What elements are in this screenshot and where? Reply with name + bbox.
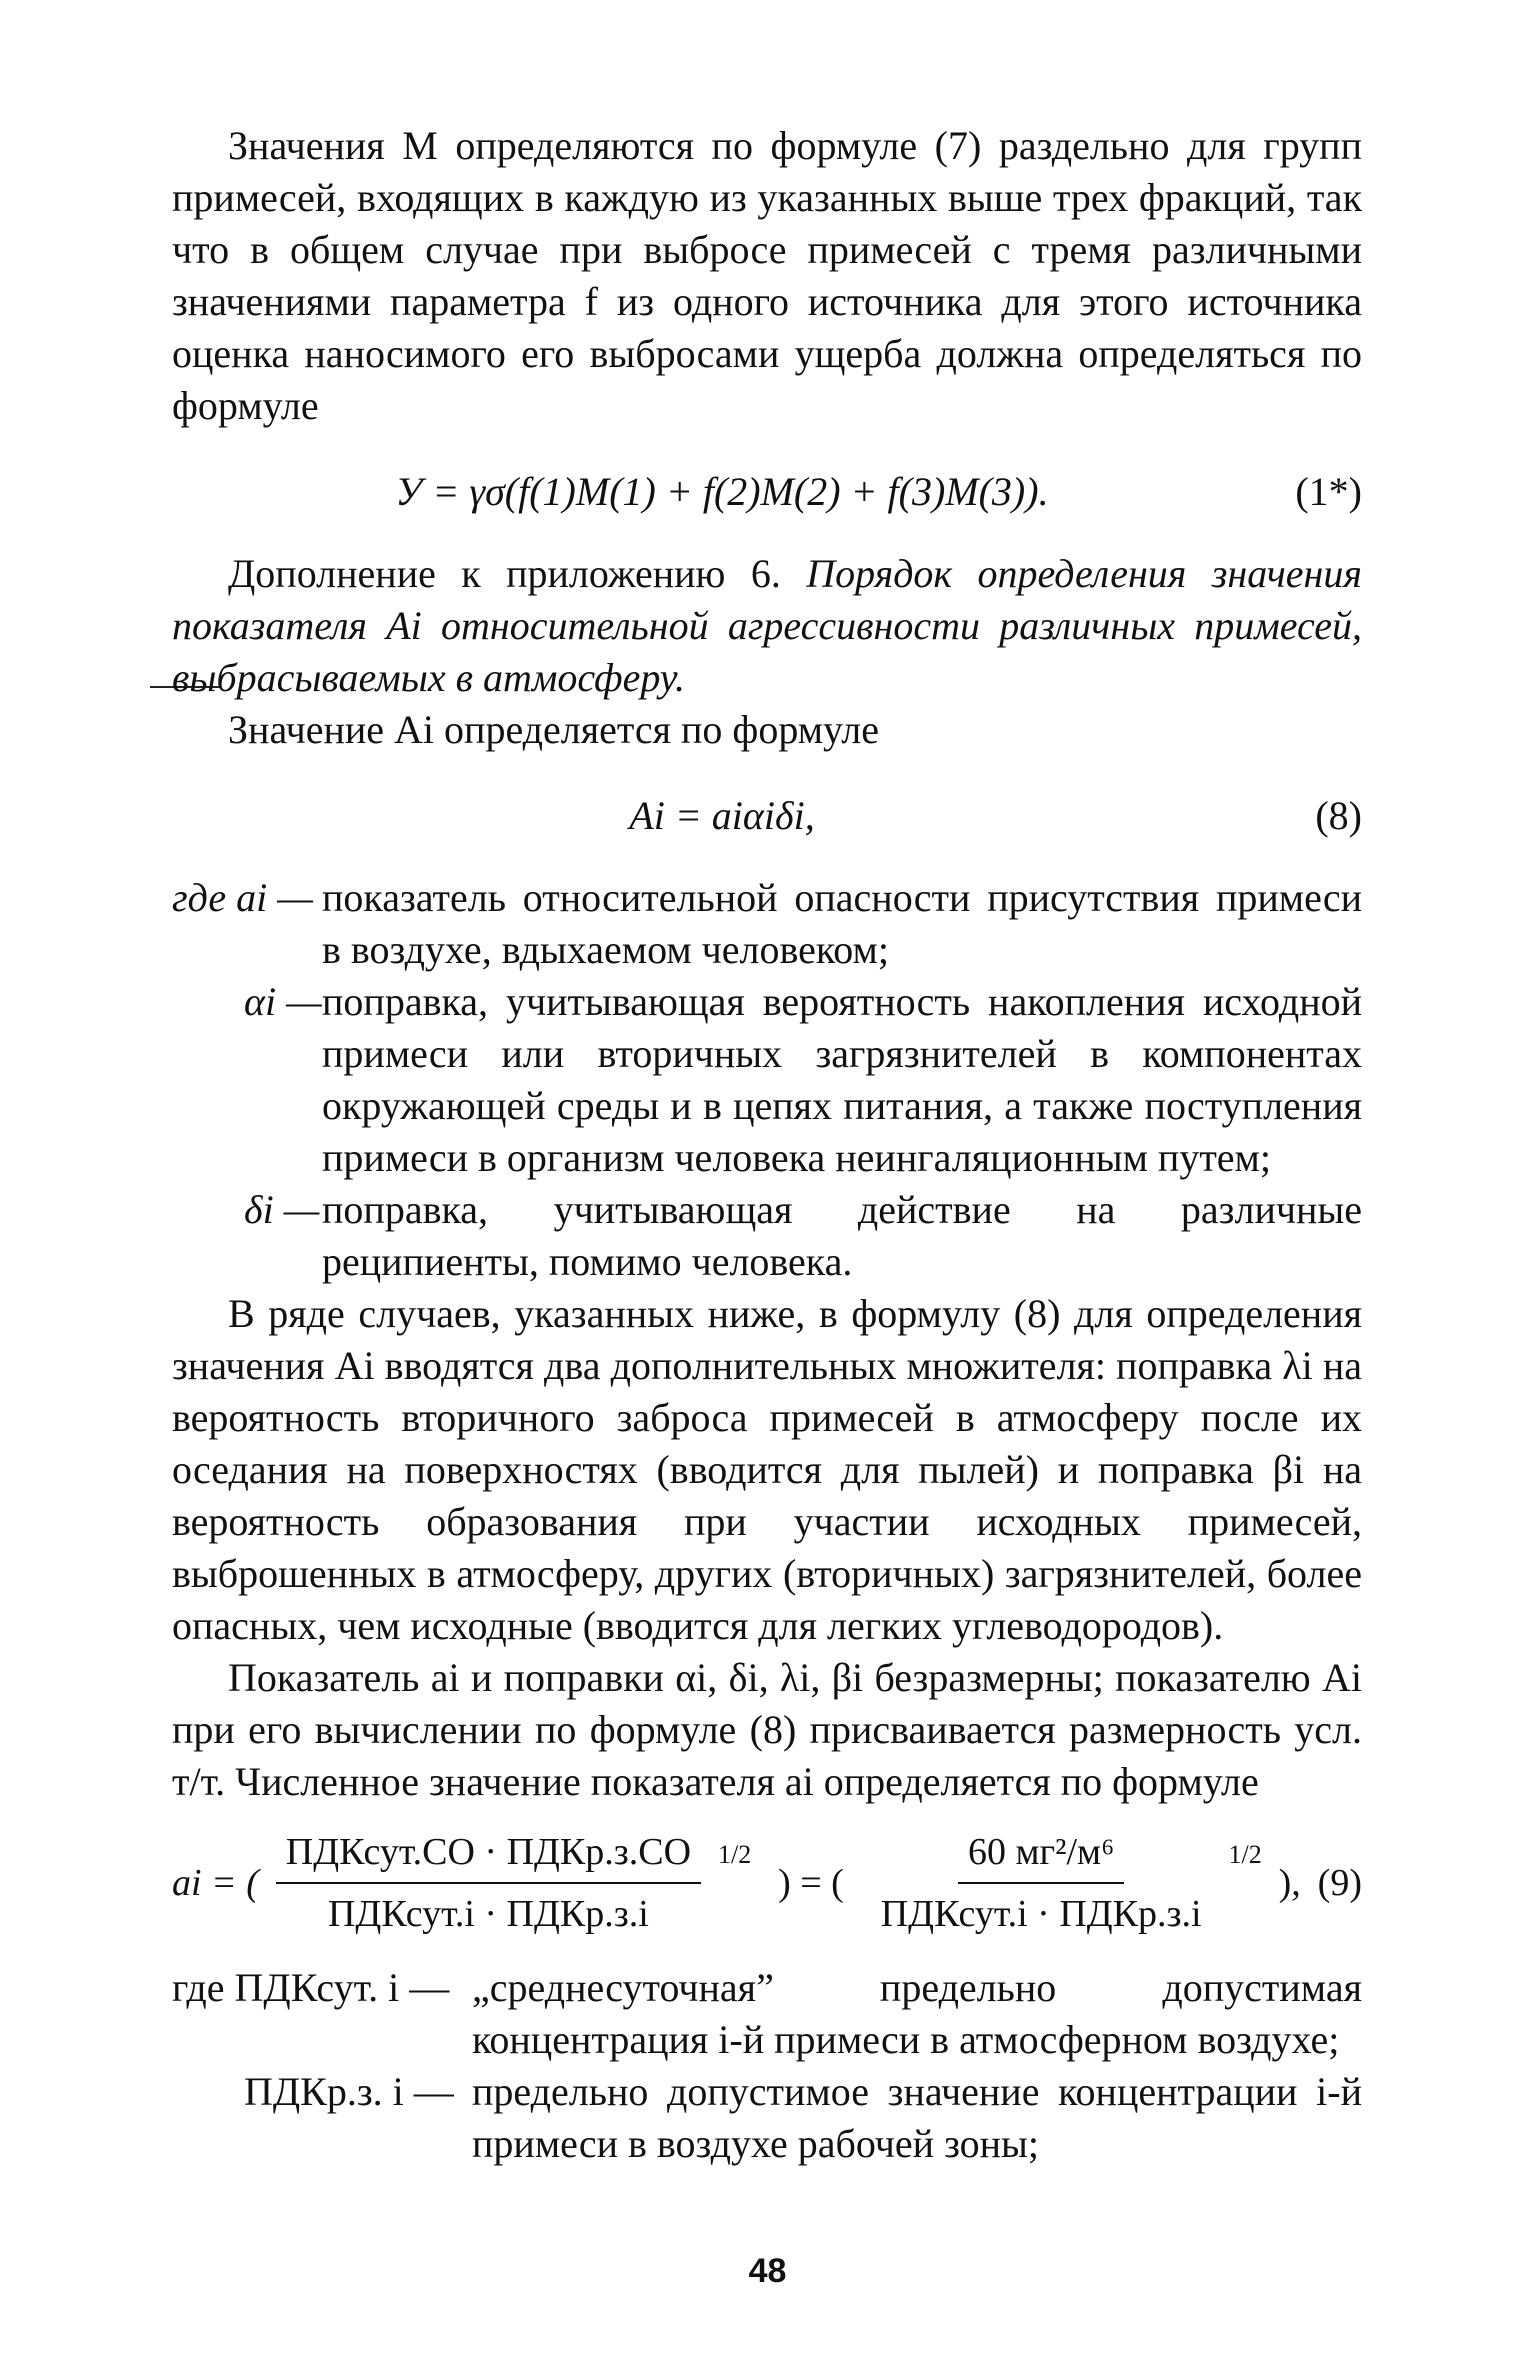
fraction-2-numerator: 60 мг²/м⁶ [958, 1826, 1124, 1884]
definition-text: предельно допустимое значение концентрации i-й примеси в воздухе рабочей зоны; [472, 2069, 1362, 2166]
fraction-2-denominator: ПДКсут.i · ПДКр.з.i [880, 1893, 1202, 1935]
formula-9 [172, 1826, 1362, 1940]
formula-9-tail: ), [1278, 1862, 1301, 1904]
addendum-lead: Дополнение к приложению 6. [228, 551, 781, 596]
definitions-list [172, 872, 1362, 1288]
definition-item [172, 2066, 1362, 2170]
definition-text: показатель относительной опасности присутствия примеси в воздухе, вдыхаемом человеком; [322, 875, 1362, 972]
paragraph-4: Показатель ai и поправки αi, δi, λi, βi безразмерны; показателю Ai при его вычислении по формуле (8) присваивается размерность усл. т/т. Численное значение показателя ai определяется по формуле [172, 1655, 1362, 1804]
formula-9-middle: ) = ( [778, 1862, 844, 1904]
definition-text: „среднесуточная” предельно допустимая концентрация i-й примеси в атмосферном воздухе; [472, 1965, 1362, 2062]
formula-8-expression: Ai = aiαiδi, [629, 793, 815, 838]
formula-1-star-expression: У = γσ(f(1)M(1) + f(2)M(2) + f(3)M(3)). [395, 469, 1049, 514]
paragraph-3: В ряде случаев, указанных ниже, в формулу (8) для определения значения Ai вводятся два дополнительных множителя: поправка λi на вероятность вторичного заброса примесей в атмосферу после их оседания на поверхностях (вводится для пылей) и поправка βi на вероятность образования при участии исходных примесей, выброшенных в атмосферу, других (вторичных) загрязнителей, более опасных, чем исходные (вводится для легких углеводородов). [172, 1291, 1362, 1648]
fraction-2-exponent: 1/2 [1228, 1840, 1262, 1869]
definition-term: δi — [244, 1187, 320, 1232]
definition-term [172, 872, 322, 924]
fraction-1-numerator: ПДКсут.СО · ПДКр.з.СО [276, 1826, 701, 1884]
addendum-title: Порядок определения значения показателя Ai относительной агрессивности различных примесей, выбрасываемых в атмосферу. [172, 551, 1362, 700]
fraction-1-denominator: ПДКсут.i · ПДКр.з.i [327, 1893, 649, 1935]
page-number: 48 [748, 2252, 787, 2290]
definition-term: где ПДКсут. i — [172, 1965, 450, 2010]
definition-text: поправка, учитывающая действие на различные реципиенты, помимо человека. [322, 1187, 1362, 1284]
formula-1-star-number: (1*) [1295, 469, 1362, 514]
paragraph-1: Значения M определяются по формуле (7) раздельно для групп примесей, входящих в каждую из указанных выше трех фракций, так что в общем случае при выбросе примесей с тремя различными значениями параметра f из одного источника для этого источника оценка наносимого его выбросами ущерба должна определяться по формуле [172, 123, 1362, 428]
definition-term: αi — [244, 979, 322, 1024]
definition-term: ПДКр.з. i — [244, 2069, 454, 2114]
formula-9-lhs: ai = ( [172, 1862, 259, 1904]
pdk-definitions-list [172, 1962, 1362, 2170]
paragraph-2: Значение Ai определяется по формуле [228, 707, 879, 752]
definition-item [172, 1184, 1362, 1288]
definition-item [172, 1962, 1362, 2066]
page-content [172, 120, 1362, 2170]
definition-text: поправка, учитывающая вероятность накопления исходной примеси или вторичных загрязнителей в компонентах окружающей среды и в цепях питания, а также поступления примеси в организм человека неингаляционным путем; [322, 979, 1362, 1180]
addendum-heading [172, 548, 1362, 704]
definition-symbol: ai — [236, 875, 313, 920]
formula-9-fraction-1 [276, 1826, 701, 1940]
formula-8-number: (8) [1315, 793, 1362, 838]
formula-8 [172, 790, 1362, 842]
fraction-1-exponent: 1/2 [717, 1840, 752, 1869]
definition-item [172, 976, 1362, 1184]
definition-item [172, 872, 1362, 976]
formula-1-star [172, 466, 1362, 518]
formula-9-number: (9) [1317, 1862, 1362, 1904]
definitions-lead: где [172, 875, 227, 920]
formula-9-fraction-2 [871, 1826, 1212, 1940]
